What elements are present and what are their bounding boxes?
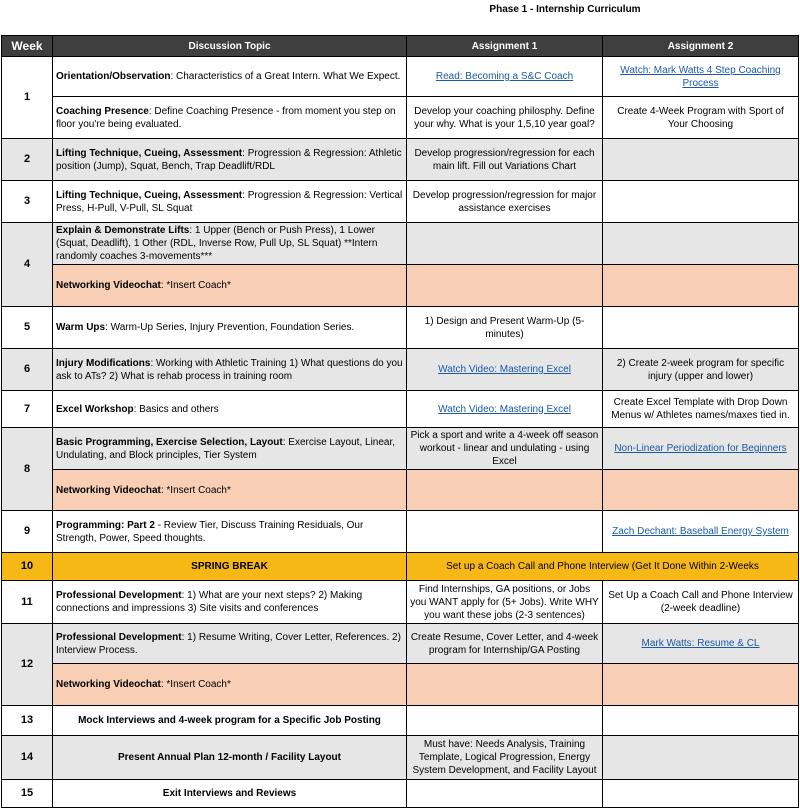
table-row [2, 736, 799, 780]
week-cell: 5 [2, 307, 53, 349]
assignment-1-cell: Develop progression/regression for major assistance exercises [407, 181, 603, 223]
topic-heading: Warm Ups [56, 322, 106, 333]
topic-cell [53, 139, 407, 181]
topic-text: : Characteristics of a Great Intern. What We Expect. [170, 71, 401, 82]
assignment-2-cell [603, 624, 799, 664]
topic-cell [53, 428, 407, 470]
table-row [2, 581, 799, 624]
assignment-1-cell [407, 57, 603, 97]
topic-text: : 1) What are your next steps? 2) Making connections and impressions 3) Site visits and conferences [56, 590, 363, 614]
topic-cell [53, 511, 407, 553]
week-cell: 9 [2, 511, 53, 553]
assignment-1-cell: Set up a Coach Call and Phone Interview (Get It Done Within 2-Weeks [407, 553, 799, 581]
assignment-2-cell: Create Excel Template with Drop Down Menus w/ Athletes names/maxes tied in. [603, 391, 799, 428]
topic-cell [53, 624, 407, 664]
assignment-1-cell [407, 391, 603, 428]
week-cell: 8 [2, 428, 53, 511]
assignment-1-cell [407, 349, 603, 391]
topic-text: : Progression & Regression: Athletic position (Jump), Squat, Bench, Trap Deadlift/RDL [56, 147, 402, 172]
assignment-2-cell: 2) Create 2-week program for specific injury (upper and lower) [603, 349, 799, 391]
assignment-2-cell [603, 428, 799, 470]
header-assignment-2: Assignment 2 [603, 36, 799, 57]
topic-cell [53, 664, 407, 706]
assignment-1-cell: Must have: Needs Analysis, Training Template, Logical Progression, Energy System Development, and Facility Layout [407, 736, 603, 780]
assignment-1-cell: Develop your coaching philosphy. Define your why. What is your 1,5,10 year goal? [407, 97, 603, 139]
topic-cell: Present Annual Plan 12-month / Facility Layout [53, 736, 407, 780]
assignment-2-cell [603, 664, 799, 706]
assignment-1-cell [407, 664, 603, 706]
topic-heading: Coaching Presence [56, 105, 149, 117]
header-week: Week [2, 36, 53, 57]
week-cell: 13 [2, 706, 53, 736]
week-cell: 12 [2, 624, 53, 706]
topic-cell [53, 223, 407, 265]
assignment-2-cell [603, 139, 799, 181]
topic-heading: Basic Programming, Exercise Selection, Layout [56, 436, 283, 448]
assignment-1-cell [407, 511, 603, 553]
topic-cell: Mock Interviews and 4-week program for a Specific Job Posting [53, 706, 407, 736]
table-row [2, 511, 799, 553]
assignment-2-cell [603, 307, 799, 349]
assignment-1-cell [407, 706, 603, 736]
topic-heading: Professional Development [56, 590, 182, 601]
topic-cell [53, 349, 407, 391]
assignment-2-cell [603, 511, 799, 553]
topic-heading: Programming: Part 2 [56, 519, 155, 531]
assignment-2-cell [603, 265, 799, 307]
topic-heading: Lifting Technique, Cueing, Assessment [56, 147, 243, 159]
assignment-1-cell [407, 265, 603, 307]
topic-heading: Injury Modifications [56, 357, 151, 369]
assignment-link[interactable]: Read: Becoming a S&C Coach [435, 71, 574, 82]
table-row [2, 181, 799, 223]
topic-text: : Working with Athletic Training 1) What questions do you ask to ATs? 2) What is rehab process in training room [56, 357, 403, 382]
topic-heading: Explain & Demonstrate Lifts [56, 225, 190, 236]
assignment-link[interactable]: Non-Linear Periodization for Beginners [614, 443, 787, 454]
assignment-link[interactable]: Zach Dechant: Baseball Energy System [612, 526, 789, 537]
week-cell: 14 [2, 736, 53, 780]
week-cell: 2 [2, 139, 53, 181]
page-title: Phase 1 - Internship Curriculum [489, 4, 641, 15]
assignment-1-cell: Create Resume, Cover Letter, and 4-week program for Internship/GA Posting [407, 624, 603, 664]
assignment-link[interactable]: Watch Video: Mastering Excel [438, 403, 571, 415]
assignment-1-cell: 1) Design and Present Warm-Up (5-minutes) [407, 307, 603, 349]
table-row [2, 139, 799, 181]
topic-text: : Warm-Up Series, Injury Prevention, Foundation Series. [105, 322, 355, 333]
topic-text: : Basics and others [133, 403, 219, 415]
table-row [2, 265, 799, 307]
topic-text: : *Insert Coach* [160, 679, 231, 690]
topic-cell [53, 181, 407, 223]
table-row [2, 307, 799, 349]
topic-cell [53, 307, 407, 349]
topic-text: : Progression & Regression: Vertical Press, H-Pull, V-Pull, SL Squat [56, 189, 403, 214]
assignment-link[interactable]: Mark Watts: Resume & CL [641, 638, 760, 649]
topic-cell [53, 581, 407, 624]
topic-cell: SPRING BREAK [53, 553, 407, 581]
topic-cell [53, 57, 407, 97]
topic-text: : Define Coaching Presence - from moment you step on floor you're being evaluated. [56, 105, 396, 130]
header-row [2, 36, 799, 57]
assignment-2-cell: Create 4-Week Program with Sport of Your Choosing [603, 97, 799, 139]
topic-text: - Review Tier, Discuss Training Residuals, Our Strength, Power, Speed thoughts. [56, 519, 364, 544]
assignment-1-cell [407, 780, 603, 808]
header-topic: Discussion Topic [53, 36, 407, 57]
week-cell: 11 [2, 581, 53, 624]
assignment-1-cell: Find Internships, GA positions, or Jobs you WANT apply for (5+ Jobs). Write WHY you want these jobs (2-3 sentences) [407, 581, 603, 624]
table-row [2, 223, 799, 265]
topic-text: : 1 Upper (Bench or Push Press), 1 Lower (Squat, Deadlift), 1 Other (RDL, Inverse Row, Pull Up, SL Squat) **Intern randomly coaches 3-movements*** [56, 225, 378, 262]
assignment-2-cell [603, 470, 799, 511]
assignment-2-cell [603, 780, 799, 808]
week-cell: 10 [2, 553, 53, 581]
table-row [2, 780, 799, 808]
week-cell: 6 [2, 349, 53, 391]
table-row [2, 349, 799, 391]
table-row [2, 428, 799, 470]
topic-text: : 1) Resume Writing, Cover Letter, References. 2) Interview Process. [56, 631, 401, 656]
topic-cell [53, 97, 407, 139]
topic-heading: Orientation/Observation [56, 71, 171, 82]
week-cell: 15 [2, 780, 53, 808]
assignment-2-cell [603, 181, 799, 223]
assignment-2-cell [603, 57, 799, 97]
table-row [2, 624, 799, 664]
topic-text: : Exercise Layout, Linear, Undulating, and Block principles, Tier System [56, 436, 396, 461]
week-cell: 4 [2, 223, 53, 307]
topic-heading: Excel Workshop [56, 403, 134, 415]
header-assignment-1: Assignment 1 [407, 36, 603, 57]
assignment-link[interactable]: Watch Video: Mastering Excel [438, 364, 571, 375]
week-cell: 7 [2, 391, 53, 428]
topic-cell: Exit Interviews and Reviews [53, 780, 407, 808]
table-row [2, 553, 799, 581]
assignment-link[interactable]: Watch: Mark Watts 4 Step Coaching Process [620, 64, 781, 89]
curriculum-table [1, 35, 799, 808]
topic-heading: Lifting Technique, Cueing, Assessment [56, 189, 243, 201]
table-row [2, 57, 799, 97]
table-row [2, 391, 799, 428]
topic-cell [53, 470, 407, 511]
topic-heading: Networking Videochat [56, 484, 161, 496]
assignment-1-cell: Develop progression/regression for each main lift. Fill out Variations Chart [407, 139, 603, 181]
topic-text: : *Insert Coach* [160, 280, 231, 291]
assignment-1-cell [407, 223, 603, 265]
assignment-2-cell [603, 736, 799, 780]
topic-cell [53, 391, 407, 428]
topic-heading: Networking Videochat [56, 280, 161, 291]
assignment-2-cell [603, 223, 799, 265]
assignment-2-cell: Set Up a Coach Call and Phone Interview (2-week deadline) [603, 581, 799, 624]
assignment-2-cell [603, 706, 799, 736]
table-row [2, 97, 799, 139]
week-cell: 1 [2, 57, 53, 139]
topic-text: : *Insert Coach* [160, 484, 231, 496]
table-row [2, 470, 799, 511]
topic-heading: Professional Development [56, 631, 182, 643]
topic-cell [53, 265, 407, 307]
table-row [2, 706, 799, 736]
assignment-1-cell [407, 470, 603, 511]
week-cell: 3 [2, 181, 53, 223]
assignment-1-cell: Pick a sport and write a 4-week off season workout - linear and undulating - using Excel [407, 428, 603, 470]
topic-heading: Networking Videochat [56, 679, 161, 690]
table-row [2, 664, 799, 706]
